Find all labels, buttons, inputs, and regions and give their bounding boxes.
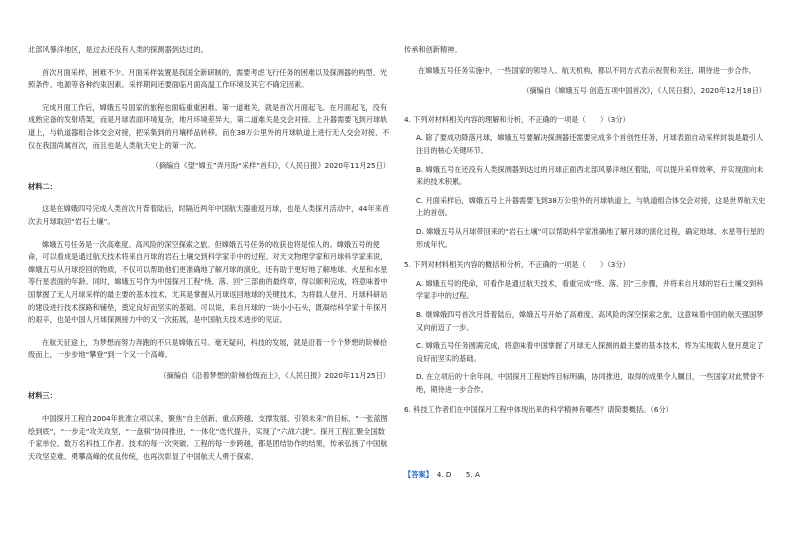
material-two-heading: 材料二： [28,181,57,191]
source-citation: （摘编自《嫦娥五号 创造五项中国首次》，《人民日报》，2020年12月18日） [522,86,766,96]
option-b: B. 嫦娥五号在还没有人类探测器到达过的月球正面西北部风暴洋地区着陆，可以提升采样效率，并实现面向未来的技术积累。 [416,164,764,187]
answer-text: 4. D 5. A [436,470,480,480]
option-d: D. 嫦娥五号从月球带回来的“岩石土壤”可以帮助科学家准确地了解月球的演化过程，确定地球、水星等行星的形成年代。 [416,226,765,249]
option-a: A. 嫦娥五号的使命，可看作是通过航天技术，看重完成“绕、落、回”三步骤，并将来自月球的岩石土壤交到科学家手中的过程。 [416,278,764,301]
right-column [404,0,766,560]
paragraph: 嫦娥五号任务是一次高难度、高风险的深空探索之旅。但嫦娥五号任务的收获也将是惊人的。嫦娥五号的使命，可以看成是通过航天技术将来自月球的岩石土壤交到科学家手中的过程。对天文物理学家和月球科学家来说，嫦娥五号从月球挖回的物质，不仅可以帮助他们更准确地了解月球的演化，还有助于更好地了解地球、火星和水星等行星表面的年龄。同时，嫦娥五号作为中国探月工程“绕、落、回”三部曲的最终章，得以顺利完成，将意味着中国掌握了无人月球采样的最主要的基本技术，尤其是掌握从月球返回地球的关键技术，为将载人登月、月球科研站的建设进行技术探路和铺垫，奠定良好而坚实的基础。可以说，来自月球的一块小小石头，既凝结科学家十年探月的艰辛，也是中国人月球探测接力中的又一次拓展，是中国航天技术进步的见证。 [28,239,388,325]
paragraph: 传承和创新精神。 [404,45,462,54]
option-d: D. 在立项后的十余年间，中国探月工程始终目标明确，协同推进，取得的成果令人瞩目，一些国家对此赞誉不绝，期待进一步合作。 [416,372,764,394]
paragraph: 完成月面工作后，嫦娥五号国家的旅程也面临重重困难。第一道难关，就是首次月面起飞。在月面起飞，没有成熟完备的发射塔架，而是月球表面环境复杂，地月环境差异大。第二道难关是交会对接。上升器需要飞到月球轨道上，与轨道器组合体交会对接，把采集到的月壤样品转移。而在38万公里外的月球轨道上进行无人交会对接，不仅在我国尚属首次，而且也是人类航天史上的第一次。 [28,102,390,150]
question-5: 5. 下列对材料相关内容的概括和分析，不正确的一项是（ ）（3分） [404,260,630,270]
option-c: C. 嫦娥五号任务圆满完成，将意味着中国掌握了月球无人探测的最主要的基本技术，将为实现载人登月奠定了良好而坚实的基础。 [416,341,764,363]
question-4: 4. 下列对材料相关内容的理解和分析，不正确的一项是（ ）（3分） [404,114,630,124]
paragraph: 在航天征途上，为梦想而努力奔跑的不只是嫦娥五号。毫无疑问，科技的发展，就是沿着一个个梦想的阶梯拾级而上，一步步地“攀登”到一个又一个高峰。 [28,337,388,360]
paragraph: 这是在嫦娥四号完成人类首次月背着陆后，时隔近两年中国航天器重返月球，也是人类探月活动中，44年来首次去月球取回“岩石土壤”。 [28,204,389,226]
question-6: 6. 科技工作者们在中国探月工程中体现出来的科学精神有哪些？请简要概括。（6分） [404,405,673,415]
source-citation: （摘编自《沿着梦想的阶梯拾级而上》，《人民日报》2020年11月25日） [159,370,390,380]
paragraph: 首次月面采样，困难不少。月面采样装置是我国全新研制的，需要考虑飞行任务的困难以及探测器的构型、光照条件、电源等各种约束因素。采样期间还要面临月面高温工作环境及其它不确定因素。 [28,67,388,90]
source-citation: （摘编自《望“嫦五”弄月盼“采样”首归》，《人民日报》2020年11月25日） [151,161,390,171]
option-b: B. 继嫦娥四号首次月背着陆后，嫦娥五号开始了高难度、高风险的深空探索之旅，这意味着中国的航天强国梦又向前迈了一步。 [416,309,764,332]
material-three-heading: 材料三： [28,391,57,401]
answer-label: 【答案】 [404,470,433,480]
option-a: A. 除了要成功降落月球，嫦娥五号要解决探测器还需要完成多个首创性任务，月球表面自动采样封装是最引人注目的核心关键环节。 [416,133,764,155]
left-column [28,0,390,560]
paragraph: 北部风暴洋地区，是过去还没有人类的探测器到达过的。 [28,45,208,54]
answer-line [404,469,766,482]
paragraph: 在嫦娥五号任务实施中，一些国家的领导人、航天机构，都以不同方式表示祝贺和关注，期待进一步合作。 [418,65,756,75]
paragraph: 中国探月工程自2004年批准立项以来，聚焦“自主创新、重点跨越、支撑发展、引领未来”的目标，“一张蓝图绘到底”，“一步走”攻关攻坚，“一盘棋”协同推进，“一体化”迭代提升，实现了“六战六捷”。探月工程汇聚全国数千家单位、数万名科技工作者。技术的每一次突破、工程的每一步跨越，都是团结协作的结果，传承弘扬了中国航天攻坚克难、勇攀高峰的优良传统，也再次彰显了中国航天人勇于探索、 [28,414,388,461]
option-c: C. 月面采样后，嫦娥五号上升器需要飞到38万公里外的月球轨道上，与轨道组合体交会对接，这是世界航天史上的首创。 [416,195,766,218]
